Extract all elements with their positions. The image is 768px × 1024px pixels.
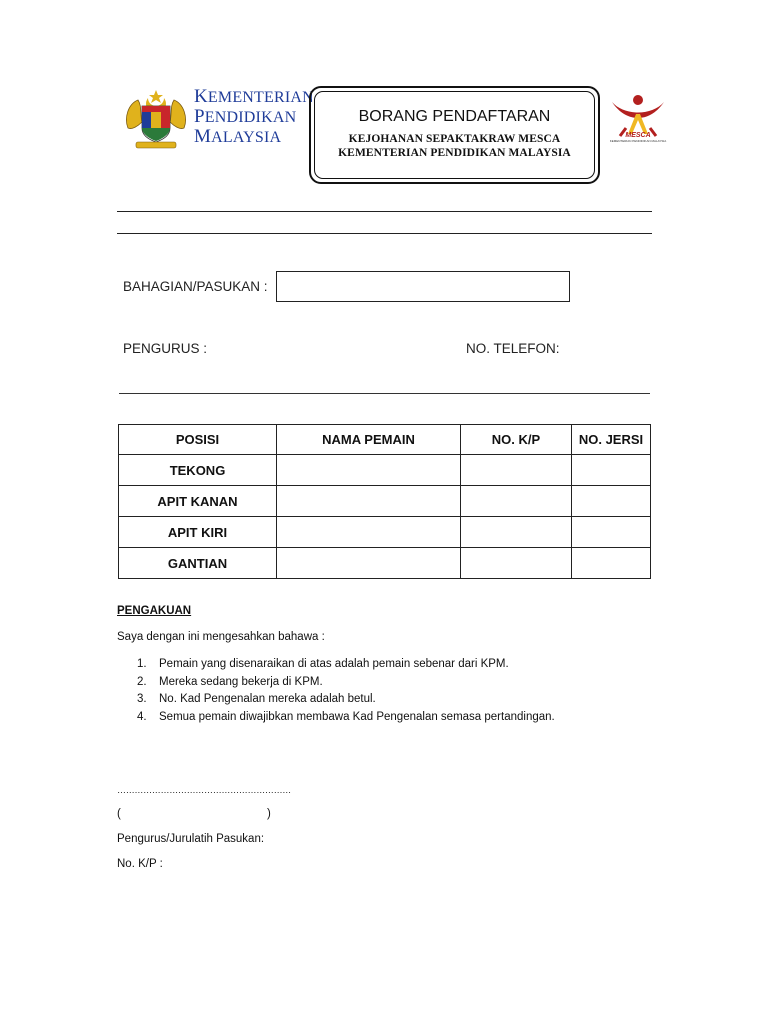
player-name-cell[interactable] (277, 517, 461, 548)
ic-number-cell[interactable] (461, 486, 572, 517)
row-position: APIT KANAN (119, 486, 277, 517)
list-item: 2. Mereka sedang bekerja di KPM. (137, 675, 323, 688)
phone-label: NO. TELEFON: (466, 341, 560, 356)
table-row (119, 548, 651, 579)
player-name-cell[interactable] (277, 486, 461, 517)
table-row (119, 517, 651, 548)
ic-number-cell[interactable] (461, 517, 572, 548)
name-open-paren: ( (117, 808, 121, 820)
signatory-ic-label: No. K/P : (117, 858, 163, 870)
ic-number-cell[interactable] (461, 548, 572, 579)
table-row (119, 455, 651, 486)
title-box (309, 86, 600, 184)
table-row (119, 486, 651, 517)
declaration-intro: Saya dengan ini mengesahkan bahawa : (117, 631, 325, 643)
player-name-cell[interactable] (277, 548, 461, 579)
row-position: APIT KIRI (119, 517, 277, 548)
list-item: 4. Semua pemain diwajibkan membawa Kad Pengenalan semasa pertandingan. (137, 710, 555, 723)
ministry-name-line-2: PENDIDIKAN (194, 106, 297, 127)
declaration-list (137, 656, 555, 726)
row-position: GANTIAN (119, 548, 277, 579)
signatory-role-label: Pengurus/Jurulatih Pasukan: (117, 833, 265, 845)
mesca-caption: KEMENTERIAN PENDIDIKAN MALAYSIA (609, 139, 667, 143)
header-ic-number: NO. K/P (461, 425, 572, 455)
jersey-number-cell[interactable] (572, 517, 651, 548)
list-item: 3. No. Kad Pengenalan mereka adalah betul. (137, 693, 376, 705)
jersey-number-cell[interactable] (572, 455, 651, 486)
name-close-paren: ) (267, 808, 271, 820)
declaration-heading: PENGAKUAN (117, 605, 192, 617)
ministry-name-line-1: KEMENTERIAN (194, 86, 314, 107)
header-rule-bottom (117, 233, 652, 234)
event-name: KEJOHANAN SEPAKTAKRAW MESCA (348, 133, 561, 145)
header-position: POSISI (119, 425, 277, 455)
ministry-name-subtitle: KEMENTERIAN PENDIDIKAN MALAYSIA (338, 147, 571, 159)
jersey-number-cell[interactable] (572, 548, 651, 579)
player-name-cell[interactable] (277, 455, 461, 486)
header-player-name: NAMA PEMAIN (277, 425, 461, 455)
mesca-logo (606, 92, 670, 150)
division-input[interactable] (276, 271, 570, 302)
mesca-wordmark: MESCA (625, 132, 651, 139)
coat-of-arms-icon (122, 88, 190, 150)
row-position: TEKONG (119, 455, 277, 486)
players-table (118, 424, 651, 579)
manager-label: PENGURUS : (123, 341, 208, 356)
list-item: 1. Pemain yang disenaraikan di atas adalah pemain sebenar dari KPM. (137, 658, 509, 670)
manager-write-line[interactable] (119, 393, 650, 394)
signature-line[interactable]: …………………………………………………… (117, 785, 292, 795)
ministry-name-line-3: MALAYSIA (194, 126, 282, 147)
header-rule-top (117, 211, 652, 212)
division-label: BAHAGIAN/PASUKAN : (123, 279, 268, 294)
form-title: BORANG PENDAFTARAN (358, 108, 551, 125)
ic-number-cell[interactable] (461, 455, 572, 486)
header-jersey-number: NO. JERSI (572, 425, 651, 455)
table-header-row (119, 425, 651, 455)
jersey-number-cell[interactable] (572, 486, 651, 517)
